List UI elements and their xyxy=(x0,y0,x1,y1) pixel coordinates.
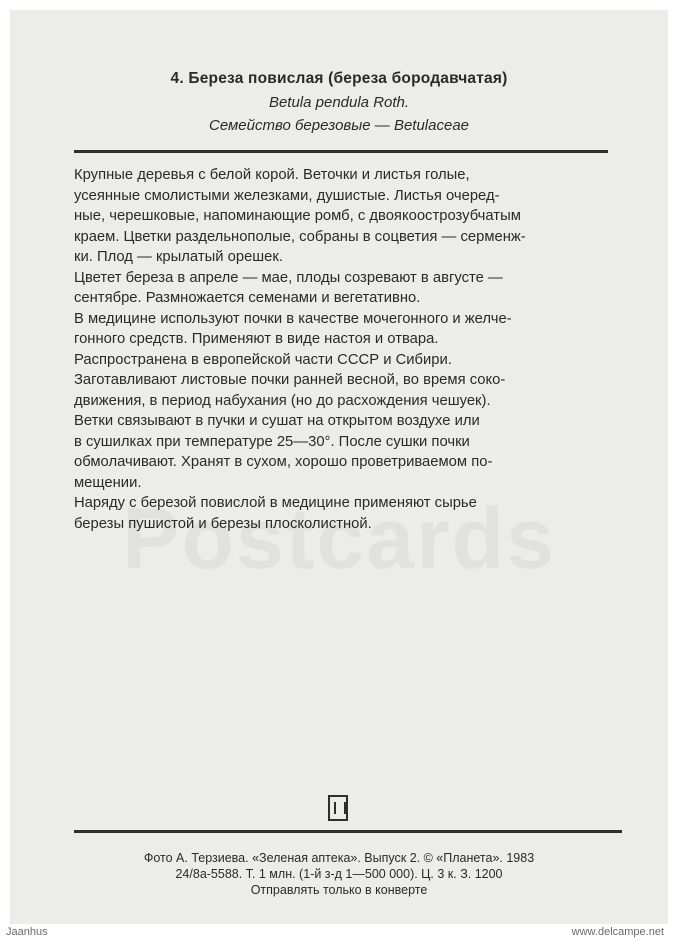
text-line: обмолачивают. Хранят в сухом, хорошо проветриваемом по- xyxy=(74,454,493,470)
text-line: Цветет береза в апреле — мае, плоды созревают в августе — xyxy=(74,269,503,286)
text-line: Ветки связывают в пучки и сушат на открытом воздухе или xyxy=(74,413,480,429)
text-line: мещении. xyxy=(74,474,142,491)
bottom-rule xyxy=(74,830,622,833)
text-line: Распространена в европейской части СССР и Сибири. xyxy=(74,351,452,368)
text-line: Крупные деревья с белой корой. Веточки и листья голые, xyxy=(74,167,470,183)
plant-family: Семейство березовые — Betulaceae xyxy=(208,117,470,134)
description-text xyxy=(74,165,614,534)
text-line: Наряду с березой повислой в медицине применяют сырье xyxy=(74,495,477,511)
text-line: ки. Плод — крылатый орешек. xyxy=(74,249,283,265)
text-line: в сушилках при температуре 25—30°. После сушки почки xyxy=(74,433,470,450)
top-rule xyxy=(74,150,608,153)
text-line: краем. Цветки раздельнополые, собраны в соцветия — серменж- xyxy=(74,228,526,245)
imprint-line-1: Фото А. Терзиева. «Зеленая аптека». Выпуск 2. © «Планета». 1983 xyxy=(143,851,535,865)
text-line: движения, в период набухания (но до расхождения чешуек). xyxy=(74,392,491,409)
watermark xyxy=(10,490,668,589)
text-line: березы пушистой и березы плосколистной. xyxy=(74,515,372,532)
publisher-logo-icon xyxy=(328,795,348,821)
latin-name: Betula pendula Roth. xyxy=(268,94,410,111)
text-line: ные, черешковые, напоминающие ромб, с двоякоострозубчатым xyxy=(74,208,521,224)
header xyxy=(10,70,668,134)
text-line: Заготавливают листовые почки ранней весной, во время соко- xyxy=(74,372,506,388)
postcard-back xyxy=(10,10,668,924)
footer-credit-right[interactable]: www.delcampe.net xyxy=(571,926,664,938)
logo-inner-mark xyxy=(334,802,346,814)
text-line: сентябре. Размножается семенами и вегетативно. xyxy=(74,290,421,306)
text-line: гонного средств. Применяют в виде настоя и отвара. xyxy=(74,331,439,347)
footer-credit-left: Jaanhus xyxy=(6,926,48,938)
imprint-line-3: Отправлять только в конверте xyxy=(250,883,428,897)
imprint xyxy=(10,850,668,898)
plant-title: 4. Береза повислая (береза бородавчатая) xyxy=(170,70,508,87)
imprint-line-2: 24/8а-5588. Т. 1 млн. (1-й з-д 1—500 000). Ц. 3 к. З. 1200 xyxy=(175,867,503,881)
text-line: В медицине используют почки в качестве мочегонного и желче- xyxy=(74,310,512,327)
text-line: усеянные смолистыми железками, душистые. Листья очеред- xyxy=(74,187,500,204)
